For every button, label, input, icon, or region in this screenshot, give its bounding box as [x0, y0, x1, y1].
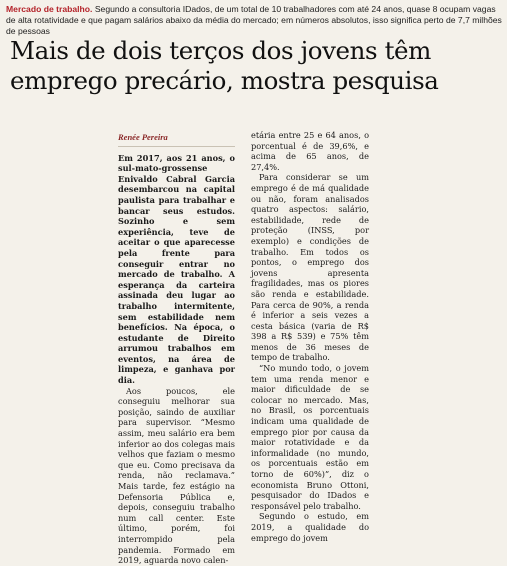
article-paragraph: “No mundo todo, o jovem tem uma renda menor e maior dificuldade de se colocar no mercado. Mas, no Brasil, os porcentuais indicam uma qualidade de emprego pior por causa da maior rotatividade e da informalidade (no mundo, os porcentuais estão em torno de 60%)”, diz o economista Bruno Ottoni, pesquisador do IDados e responsável pelo trabalho.: [251, 363, 369, 511]
article-column-2: [251, 130, 369, 543]
article-paragraph: etária entre 25 e 64 anos, o porcentual é de 39,6%, e acima de 65 anos, de 27,4%.: [251, 130, 369, 172]
article-paragraph: Aos poucos, ele conseguiu melhorar sua posição, saindo de auxiliar para supervisor. “Mesmo assim, meu salário era bem inferior ao dos colegas mais velhos que faziam o mesmo que eu. Como precisava da renda, não reclamava.” Mais tarde, fez estágio na Defensoria Pública e, depois, conseguiu trabalho num call center. Este último, porém, foi interrompido pela pandemia. Formado em 2019, aguarda novo calen-: [118, 385, 235, 566]
article-paragraph: Segundo o estudo, em 2019, a qualidade do emprego do jovem: [251, 511, 369, 543]
article-paragraph: Para considerar se um emprego é de má qualidade ou não, foram analisados quatro aspectos: salário, estabilidade, rede de proteção (INSS, por exemplo) e condições de trabalho. Em todos os pontos, o emprego dos jovens apresenta fragilidades, mas os piores são renda e estabilidade. Para cerca de 90%, a renda é inferior a seis vezes a cesta básica (varia de R$ 398 a R$ 539) e 75% têm menos de 36 meses de tempo de trabalho.: [251, 172, 369, 363]
page-title: Mais de dois terços dos jovens têm emprego precário, mostra pesquisa: [10, 36, 439, 95]
kicker-text: Segundo a consultoria IDados, de um total de 10 trabalhadores com até 24 anos, quase 8 ocupam vagas de alta rotatividade e que pagam salários abaixo da média do mercado; em números absolutos, isso significa perto de 7,7 milhões de pessoas: [6, 4, 502, 36]
article-column-1: [118, 132, 235, 566]
byline: Renée Pereira: [118, 132, 235, 147]
kicker-label: Mercado de trabalho.: [6, 4, 93, 14]
article-lead: Em 2017, aos 21 anos, o sul-mato-grossense Enivaldo Cabral Garcia desembarcou na capital paulista para trabalhar e bancar seus estudos. Sozinho e sem experiência, teve de aceitar o que aparecesse pela frente para conseguir entrar no mercado de trabalho. A esperança da carteira assinada deu lugar ao trabalho intermitente, sem estabilidade nem benefícios. Na época, o estudante de Direito arrumou trabalhos em eventos, na área de limpeza, e ganhava por dia.: [118, 152, 235, 386]
kicker: [6, 4, 502, 37]
